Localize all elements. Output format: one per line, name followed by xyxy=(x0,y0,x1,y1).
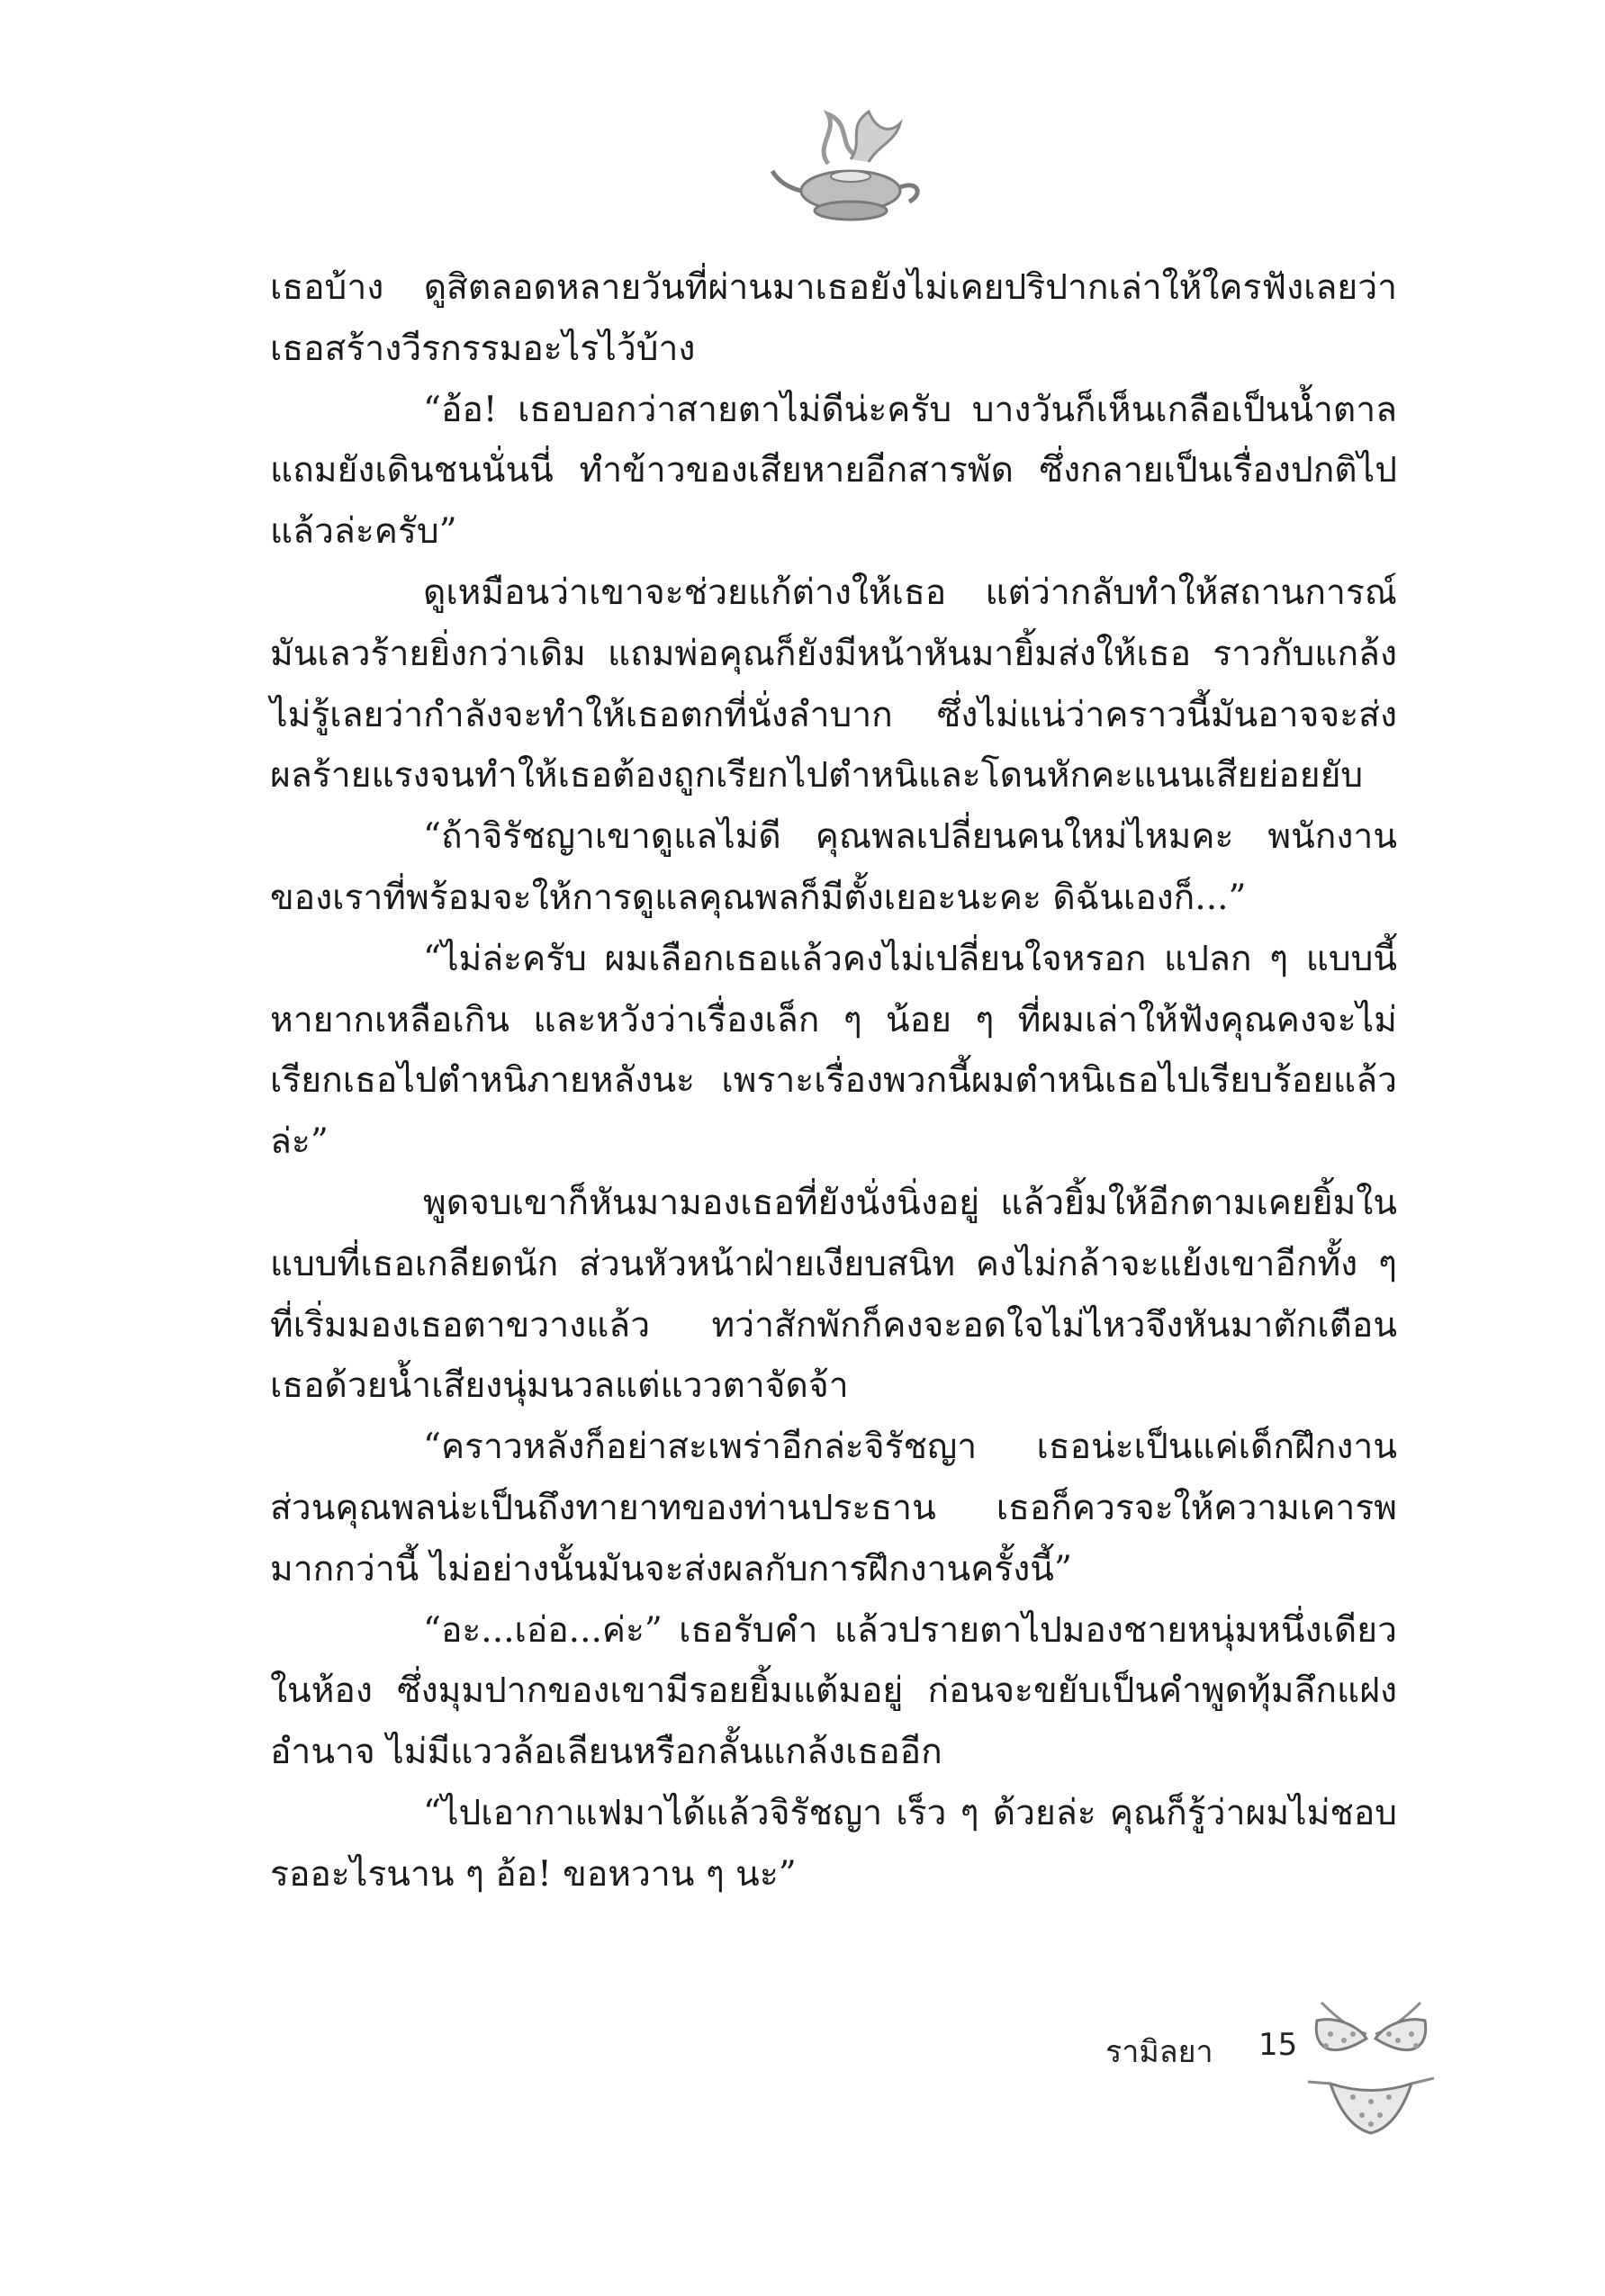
paragraph: “คราวหลังก็อย่าสะเพร่าอีกล่ะจิรัชญา เธอน่ะเป็นแค่เด็กฝึกงาน ส่วนคุณพลน่ะเป็นถึงทายาทของท่านประธาน เธอก็ควรจะให้ความเคารพมากกว่านี้ ไม่อย่างนั้นมันจะส่งผลกับการฝึกงานครั้งนี้” xyxy=(270,1427,1397,1589)
paragraph: “ไม่ล่ะครับ ผมเลือกเธอแล้วคงไม่เปลี่ยนใจหรอก แปลก ๆ แบบนี้หายากเหลือเกิน และหวังว่าเรื่องเล็ก ๆ น้อย ๆ ที่ผมเล่าให้ฟังคุณคงจะไม่เรียกเธอไปตำหนิภายหลังนะ เพราะเรื่องพวกนี้ผมตำหนิเธอไปเรียบร้อยแล้วล่ะ” xyxy=(270,938,1397,1163)
teapot-icon xyxy=(765,101,936,236)
footer-book-title: รามิลยา xyxy=(1105,2034,1213,2070)
paragraph: ดูเหมือนว่าเขาจะช่วยแก้ต่างให้เธอ แต่ว่ากลับทำให้สถานการณ์มันเลวร้ายยิ่งกว่าเดิม แถมพ่อคุณก็ยังมีหน้าหันมายิ้มส่งให้เธอ ราวกับแกล้งไม่รู้เลยว่ากำลังจะทำให้เธอตกที่นั่งลำบาก ซึ่งไม่แน่ว่าคราวนี้มันอาจจะส่งผลร้ายแรงจนทำให้เธอต้องถูกเรียกไปตำหนิและโดนหักคะแนนเสียย่อยยับ xyxy=(270,572,1397,797)
paragraph: “ไปเอากาแฟมาได้แล้วจิรัชญา เร็ว ๆ ด้วยล่ะ คุณก็รู้ว่าผมไม่ชอบรออะไรนาน ๆ อ้อ! ขอหวาน ๆ นะ” xyxy=(270,1792,1397,1895)
paragraph: “อะ...เอ่อ...ค่ะ” เธอรับคำ แล้วปรายตาไปมองชายหนุ่มหนึ่งเดียวในห้อง ซึ่งมุมปากของเขามีรอยยิ้มแต้มอยู่ ก่อนจะขยับเป็นคำพูดทุ้มลึกแฝงอำนาจ ไม่มีแววล้อเลียนหรือกลั้นแกล้งเธออีก xyxy=(270,1609,1397,1773)
paragraph: พูดจบเขาก็หันมามองเธอที่ยังนั่งนิ่งอยู่ แล้วยิ้มให้อีกตามเคยยิ้มในแบบที่เธอเกลียดนัก ส่วนหัวหน้าฝ่ายเงียบสนิท คงไม่กล้าจะแย้งเขาอีกทั้ง ๆ ที่เริ่มมองเธอตาขวางแล้ว ทว่าสักพักก็คงจะอดใจไม่ไหวจึงหันมาตักเตือนเธอด้วยน้ำเสียงนุ่มนวลแต่แววตาจัดจ้า xyxy=(270,1182,1397,1407)
paragraph: “อ้อ! เธอบอกว่าสายตาไม่ดีน่ะครับ บางวันก็เห็นเกลือเป็นน้ำตาล แถมยังเดินชนนั่นนี่ ทำข้าวของเสียหายอีกสารพัด ซึ่งกลายเป็นเรื่องปกติไปแล้วล่ะครับ” xyxy=(270,389,1397,553)
bikini-icon xyxy=(1303,1985,1438,2147)
body-text xyxy=(270,257,1397,1905)
paragraph: “ถ้าจิรัชญาเขาดูแลไม่ดี คุณพลเปลี่ยนคนใหม่ไหมคะ พนักงานของเราที่พร้อมจะให้การดูแลคุณพลก็มีตั้งเยอะนะคะ ดิฉันเองก็...” xyxy=(270,816,1397,918)
paragraph: เธอบ้าง ดูสิตลอดหลายวันที่ผ่านมาเธอยังไม่เคยปริปากเล่าให้ใครฟังเลยว่าเธอสร้างวีรกรรมอะไรไว้บ้าง xyxy=(270,267,1397,369)
page-number: 15 xyxy=(1258,2027,1298,2063)
